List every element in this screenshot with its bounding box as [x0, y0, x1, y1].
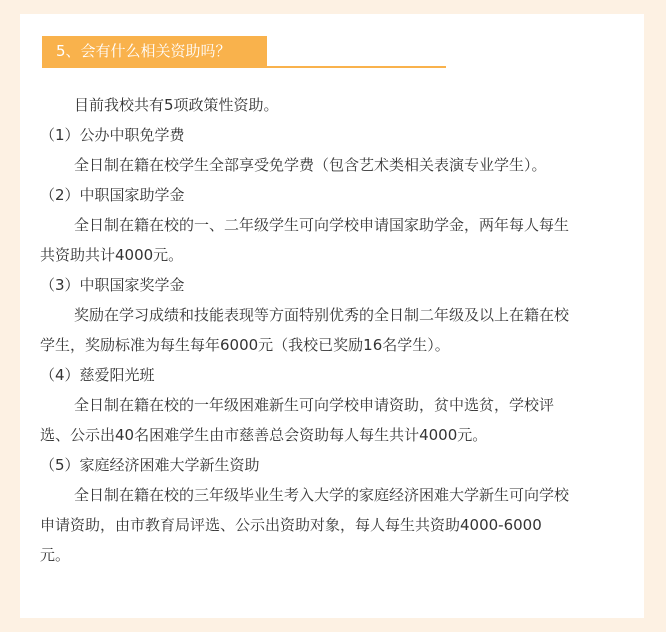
section-header [42, 36, 446, 68]
article-body [40, 90, 640, 570]
item-body-3-line-1: 奖励在学习成绩和技能表现等方面特别优秀的全日制二年级及以上在籍在校 [74, 306, 570, 324]
item-heading-1: （1）公办中职免学费 [40, 126, 185, 144]
item-body-3-line-2: 学生，奖励标准为每生每年6000元（我校已奖励16名学生）。 [40, 336, 450, 354]
item-body-5-line-1: 全日制在籍在校的三年级毕业生考入大学的家庭经济困难大学新生可向学校 [74, 486, 570, 504]
item-body-4-line-2: 选、公示出40名困难学生由市慈善总会资助每人每生共计4000元。 [40, 426, 488, 444]
item-body-5-line-2: 申请资助，由市教育局评选、公示出资助对象，每人每生共资助4000-6000 [40, 516, 542, 534]
item-body-4-line-1: 全日制在籍在校的一年级困难新生可向学校申请资助，贫中选贫，学校评 [74, 396, 555, 414]
item-body-2-line-1: 全日制在籍在校的一、二年级学生可向学校申请国家助学金，两年每人每生 [74, 216, 570, 234]
section-title: 5、会有什么相关资助吗？ [42, 36, 267, 66]
item-heading-5: （5）家庭经济困难大学新生资助 [40, 456, 260, 474]
item-heading-4: （4）慈爱阳光班 [40, 366, 155, 384]
section-underline [42, 66, 446, 68]
item-heading-3: （3）中职国家奖学金 [40, 276, 185, 294]
item-body-2-line-2: 共资助共计4000元。 [40, 246, 184, 264]
item-body-1: 全日制在籍在校学生全部享受免学费（包含艺术类相关表演专业学生）。 [74, 156, 547, 174]
item-body-5-line-3: 元。 [40, 546, 71, 564]
item-heading-2: （2）中职国家助学金 [40, 186, 185, 204]
intro-paragraph: 目前我校共有5项政策性资助。 [74, 96, 279, 114]
